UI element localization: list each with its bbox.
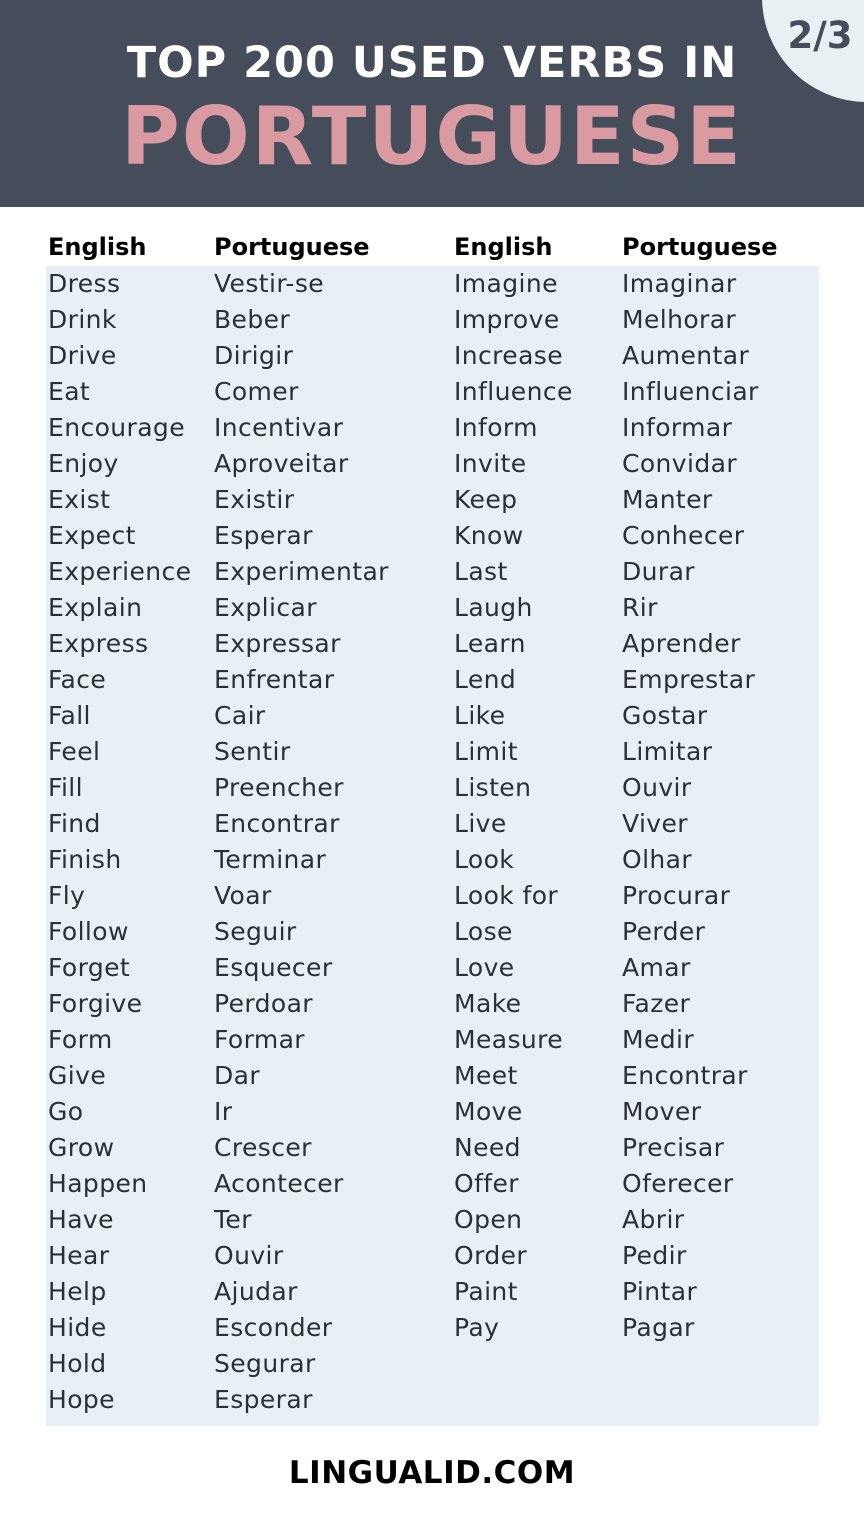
portuguese-verb: Dirigir: [214, 341, 294, 370]
column-header: English: [48, 233, 147, 261]
english-verb: Hope: [48, 1385, 115, 1414]
portuguese-verb: Ouvir: [214, 1241, 284, 1270]
column-portuguese-1: [214, 228, 389, 1418]
portuguese-verb: Esperar: [214, 521, 313, 550]
english-verb: Fall: [48, 701, 91, 730]
column-english-1: [48, 228, 191, 1418]
english-verb: Inform: [454, 413, 538, 442]
english-verb: Feel: [48, 737, 101, 766]
english-verb: Like: [454, 701, 506, 730]
portuguese-verb: Acontecer: [214, 1169, 344, 1198]
column-header: English: [454, 233, 553, 261]
english-verb: Drive: [48, 341, 117, 370]
english-verb: Live: [454, 809, 507, 838]
english-verb: Listen: [454, 773, 532, 802]
portuguese-verb: Comer: [214, 377, 299, 406]
english-verb: Open: [454, 1205, 523, 1234]
english-verb: Move: [454, 1097, 523, 1126]
portuguese-verb: Ir: [214, 1097, 233, 1126]
portuguese-verb: Pedir: [622, 1241, 687, 1270]
english-verb: Expect: [48, 521, 136, 550]
english-verb: Go: [48, 1097, 84, 1126]
english-verb: Fill: [48, 773, 83, 802]
english-verb: Forget: [48, 953, 131, 982]
english-verb: Laugh: [454, 593, 533, 622]
english-verb: Influence: [454, 377, 573, 406]
english-verb: Finish: [48, 845, 122, 874]
english-verb: Increase: [454, 341, 563, 370]
portuguese-verb: Influenciar: [622, 377, 759, 406]
english-verb: Offer: [454, 1169, 519, 1198]
portuguese-verb: Abrir: [622, 1205, 685, 1234]
english-verb: Hold: [48, 1349, 107, 1378]
english-verb: Meet: [454, 1061, 518, 1090]
english-verb: Grow: [48, 1133, 115, 1162]
english-verb: Love: [454, 953, 515, 982]
english-verb: Know: [454, 521, 524, 550]
portuguese-verb: Ouvir: [622, 773, 692, 802]
portuguese-verb: Voar: [214, 881, 272, 910]
portuguese-verb: Vestir-se: [214, 269, 325, 298]
title-line-1: TOP 200 USED VERBS IN: [126, 38, 738, 88]
portuguese-verb: Olhar: [622, 845, 693, 874]
english-verb: Dress: [48, 269, 121, 298]
portuguese-verb: Medir: [622, 1025, 695, 1054]
portuguese-verb: Fazer: [622, 989, 691, 1018]
footer-website: LINGUALID.COM: [288, 1455, 576, 1491]
english-verb: Face: [48, 665, 107, 694]
portuguese-verb: Mover: [622, 1097, 702, 1126]
english-verb: Forgive: [48, 989, 143, 1018]
portuguese-verb: Preencher: [214, 773, 344, 802]
portuguese-verb: Encontrar: [622, 1061, 748, 1090]
title-line-2: PORTUGUESE: [121, 90, 743, 183]
portuguese-verb: Esquecer: [214, 953, 333, 982]
portuguese-verb: Incentivar: [214, 413, 344, 442]
english-verb: Follow: [48, 917, 129, 946]
portuguese-verb: Ter: [214, 1205, 252, 1234]
english-verb: Make: [454, 989, 522, 1018]
portuguese-verb: Aprender: [622, 629, 741, 658]
header-banner: [0, 0, 864, 207]
portuguese-verb: Dar: [214, 1061, 261, 1090]
english-verb: Paint: [454, 1277, 518, 1306]
portuguese-verb: Precisar: [622, 1133, 725, 1162]
portuguese-verb: Ajudar: [214, 1277, 298, 1306]
english-verb: Imagine: [454, 269, 558, 298]
english-verb: Have: [48, 1205, 114, 1234]
portuguese-verb: Viver: [622, 809, 688, 838]
portuguese-verb: Aumentar: [622, 341, 750, 370]
portuguese-verb: Enfrentar: [214, 665, 335, 694]
portuguese-verb: Amar: [622, 953, 691, 982]
english-verb: Last: [454, 557, 508, 586]
page-indicator: 2/3: [787, 14, 853, 57]
portuguese-verb: Expressar: [214, 629, 341, 658]
english-verb: Look: [454, 845, 515, 874]
portuguese-verb: Procurar: [622, 881, 731, 910]
column-english-2: [454, 228, 573, 1346]
portuguese-verb: Oferecer: [622, 1169, 734, 1198]
english-verb: Help: [48, 1277, 107, 1306]
english-verb: Happen: [48, 1169, 148, 1198]
portuguese-verb: Perdoar: [214, 989, 313, 1018]
english-verb: Order: [454, 1241, 528, 1270]
portuguese-verb: Pintar: [622, 1277, 698, 1306]
portuguese-verb: Terminar: [214, 845, 327, 874]
english-verb: Pay: [454, 1313, 500, 1342]
portuguese-verb: Emprestar: [622, 665, 756, 694]
portuguese-verb: Gostar: [622, 701, 708, 730]
portuguese-verb: Informar: [622, 413, 733, 442]
portuguese-verb: Limitar: [622, 737, 713, 766]
column-header: Portuguese: [214, 233, 370, 261]
english-verb: Enjoy: [48, 449, 119, 478]
portuguese-verb: Conhecer: [622, 521, 745, 550]
portuguese-verb: Melhorar: [622, 305, 737, 334]
english-verb: Form: [48, 1025, 113, 1054]
portuguese-verb: Seguir: [214, 917, 297, 946]
english-verb: Eat: [48, 377, 91, 406]
english-verb: Keep: [454, 485, 518, 514]
english-verb: Improve: [454, 305, 560, 334]
english-verb: Exist: [48, 485, 111, 514]
english-verb: Invite: [454, 449, 527, 478]
portuguese-verb: Segurar: [214, 1349, 316, 1378]
portuguese-verb: Esperar: [214, 1385, 313, 1414]
english-verb: Lose: [454, 917, 513, 946]
portuguese-verb: Esconder: [214, 1313, 333, 1342]
portuguese-verb: Convidar: [622, 449, 738, 478]
portuguese-verb: Pagar: [622, 1313, 695, 1342]
column-header: Portuguese: [622, 233, 778, 261]
english-verb: Find: [48, 809, 101, 838]
portuguese-verb: Crescer: [214, 1133, 312, 1162]
english-verb: Limit: [454, 737, 518, 766]
english-verb: Lend: [454, 665, 517, 694]
portuguese-verb: Cair: [214, 701, 266, 730]
portuguese-verb: Existir: [214, 485, 295, 514]
english-verb: Hear: [48, 1241, 110, 1270]
english-verb: Encourage: [48, 413, 185, 442]
portuguese-verb: Beber: [214, 305, 291, 334]
english-verb: Look for: [454, 881, 559, 910]
english-verb: Give: [48, 1061, 107, 1090]
column-portuguese-2: [622, 228, 778, 1346]
portuguese-verb: Imaginar: [622, 269, 737, 298]
english-verb: Measure: [454, 1025, 564, 1054]
english-verb: Drink: [48, 305, 117, 334]
english-verb: Explain: [48, 593, 143, 622]
english-verb: Hide: [48, 1313, 107, 1342]
english-verb: Express: [48, 629, 149, 658]
portuguese-verb: Durar: [622, 557, 695, 586]
portuguese-verb: Explicar: [214, 593, 317, 622]
portuguese-verb: Encontrar: [214, 809, 340, 838]
portuguese-verb: Experimentar: [214, 557, 389, 586]
english-verb: Need: [454, 1133, 521, 1162]
portuguese-verb: Sentir: [214, 737, 291, 766]
english-verb: Experience: [48, 557, 192, 586]
portuguese-verb: Aproveitar: [214, 449, 349, 478]
portuguese-verb: Rir: [622, 593, 658, 622]
portuguese-verb: Manter: [622, 485, 713, 514]
english-verb: Learn: [454, 629, 526, 658]
portuguese-verb: Perder: [622, 917, 706, 946]
portuguese-verb: Formar: [214, 1025, 305, 1054]
english-verb: Fly: [48, 881, 86, 910]
